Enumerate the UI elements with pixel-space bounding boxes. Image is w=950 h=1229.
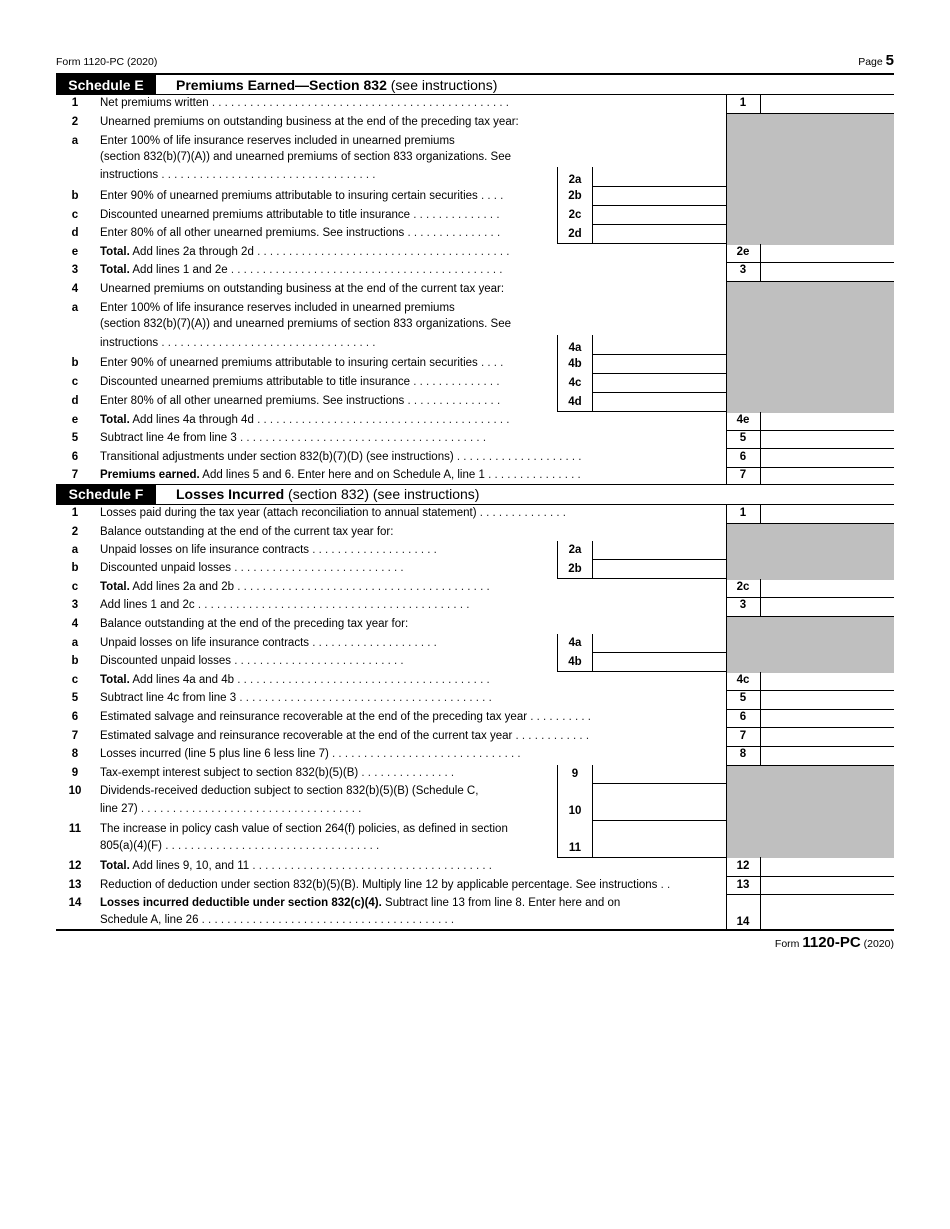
box-f12: 12 (736, 860, 750, 872)
line-label: instructions (100, 169, 159, 181)
line-label-bold: Total. (100, 246, 130, 258)
line-num: 9 (71, 767, 79, 779)
line-text: Discounted unearned premiums attributable to title insurance . . . . . . . . . . . . . . (100, 209, 500, 221)
schedule-e-label: Schedule E (56, 75, 156, 95)
line-label: Transitional adjustments under section 832(b)(7)(D) (see instructions) (100, 451, 454, 463)
box-f10: 10 (557, 784, 593, 821)
line-label-bold: Losses incurred deductible under section 832(c)(4). (100, 897, 382, 909)
line-text: line 27) . . . . . . . . . . . . . . . . . . . . . . . . . . . . . . . . . . . (100, 803, 362, 815)
schedule-e-title-rest: (see instructions) (386, 77, 498, 93)
field-e4b[interactable] (593, 355, 726, 374)
line-text: Losses incurred (line 5 plus line 6 less line 7) . . . . . . . . . . . . . . . . . . . . . . . . . . . . . . (100, 748, 521, 760)
form-id-footer (775, 934, 894, 951)
line-label-bold: Total. (100, 264, 130, 276)
line-num: 7 (71, 730, 79, 742)
line-num: e (71, 246, 79, 258)
line-num: b (71, 190, 79, 202)
footer-year: (2020) (860, 938, 894, 950)
line-num: 1 (71, 507, 79, 519)
line-label: instructions (100, 337, 159, 349)
box-e7: 7 (739, 469, 747, 481)
rule (56, 504, 894, 505)
box-f4a: 4a (557, 634, 593, 653)
line-label: Estimated salvage and reinsurance recoverable at the end of the current tax year (100, 730, 513, 742)
line-text: Losses paid during the tax year (attach reconciliation to annual statement) . . . . . . . . . . . . . . (100, 507, 567, 519)
line-label: Unearned premiums on outstanding business at the end of the preceding tax year: (100, 116, 519, 128)
line-label: Subtract line 4c from line 3 (100, 692, 237, 704)
line-text: Total. Add lines 4a and 4b . . . . . . . . . . . . . . . . . . . . . . . . . . . . . . . . . . . . . . . . (100, 674, 490, 686)
line-label: Subtract line 4e from line 3 (100, 432, 237, 444)
schedule-f-title (176, 484, 479, 504)
field-e2a[interactable] (593, 167, 726, 187)
line-text: Estimated salvage and reinsurance recoverable at the end of the preceding tax year . . . . . . . . . . (100, 711, 591, 723)
field-e4c[interactable] (593, 374, 726, 393)
line-num: b (71, 655, 79, 667)
line-label: Dividends-received deduction subject to section 832(b)(5)(B) (Schedule C, (100, 785, 479, 797)
line-num: 4 (71, 283, 79, 295)
line-text: Schedule A, line 26 . . . . . . . . . . . . . . . . . . . . . . . . . . . . . . . . . . . . . . . . (100, 914, 455, 926)
line-text: Add lines 1 and 2c . . . . . . . . . . . . . . . . . . . . . . . . . . . . . . . . . . . . . . . . . . . (100, 599, 470, 611)
line-label: Discounted unearned premiums attributable to title insurance (100, 209, 411, 221)
box-e2b: 2b (557, 187, 593, 206)
line-label: Enter 100% of life insurance reserves included in unearned premiums (100, 135, 455, 147)
field-e2b[interactable] (593, 187, 726, 206)
shaded-area (726, 616, 894, 673)
line-text: Discounted unpaid losses . . . . . . . . . . . . . . . . . . . . . . . . . . . (100, 655, 404, 667)
line-label: Enter 90% of unearned premiums attributable to insuring certain securities (100, 357, 478, 369)
line-label: (section 832(b)(7)(A)) and unearned premiums of section 833 organizations. See (100, 318, 512, 330)
box-f2a: 2a (557, 541, 593, 560)
field-f10[interactable] (593, 784, 726, 821)
line-text: Discounted unpaid losses . . . . . . . . . . . . . . . . . . . . . . . . . . . (100, 562, 404, 574)
line-label: The increase in policy cash value of section 264(f) policies, as defined in section (100, 823, 508, 835)
line-label: Tax-exempt interest subject to section 832(b)(5)(B) (100, 767, 359, 779)
box-e4a: 4a (557, 335, 593, 355)
schedule-e-title-bold: Premiums Earned—Section 832 (176, 77, 387, 93)
line-text: Enter 90% of unearned premiums attributable to insuring certain securities . . . . (100, 190, 504, 202)
box-f9: 9 (557, 765, 593, 784)
line-text: Total. Add lines 2a through 2d . . . . . . . . . . . . . . . . . . . . . . . . . . . . . . . . . . . . . . . . (100, 246, 510, 258)
line-num: 5 (71, 692, 79, 704)
schedule-f-title-bold: Losses Incurred (176, 486, 285, 502)
box-f1: 1 (739, 507, 747, 519)
line-num: 6 (71, 451, 79, 463)
line-text: instructions . . . . . . . . . . . . . . . . . . . . . . . . . . . . . . . . . . (100, 169, 376, 181)
line-label: Losses paid during the tax year (attach reconciliation to annual statement) (100, 507, 477, 519)
line-label: Balance outstanding at the end of the preceding tax year for: (100, 618, 409, 630)
box-e4e: 4e (736, 414, 750, 426)
line-label: Estimated salvage and reinsurance recoverable at the end of the preceding tax year (100, 711, 528, 723)
line-label: Enter 80% of all other unearned premiums. See instructions (100, 395, 405, 407)
schedule-f-title-rest: (section 832) (see instructions) (284, 486, 480, 502)
line-text: instructions . . . . . . . . . . . . . . . . . . . . . . . . . . . . . . . . . . (100, 337, 376, 349)
line-label: Enter 90% of unearned premiums attributable to insuring certain securities (100, 190, 478, 202)
line-text: Discounted unearned premiums attributable to title insurance . . . . . . . . . . . . . . (100, 376, 500, 388)
line-label-bold: Total. (100, 414, 130, 426)
line-label-bold: Total. (100, 860, 130, 872)
line-label: Add lines 9, 10, and 11 (129, 860, 250, 872)
line-num: 5 (71, 432, 79, 444)
line-label: Enter 80% of all other unearned premiums. See instructions (100, 227, 405, 239)
line-label: Losses incurred (line 5 plus line 6 less line 7) (100, 748, 329, 760)
box-f7: 7 (739, 730, 747, 742)
line-text (100, 897, 620, 909)
line-num: 8 (71, 748, 79, 760)
line-label: Unpaid losses on life insurance contracts (100, 637, 310, 649)
box-f13: 13 (736, 879, 750, 891)
line-label: Add lines 1 and 2c (100, 599, 195, 611)
line-num: 13 (68, 879, 82, 891)
box-e5: 5 (739, 432, 747, 444)
rule (56, 94, 894, 95)
box-e2a: 2a (557, 167, 593, 187)
field-f2b[interactable] (593, 560, 726, 579)
field-e2c[interactable] (593, 206, 726, 225)
box-f5: 5 (739, 692, 747, 704)
line-num: d (71, 227, 79, 239)
box-f6: 6 (739, 711, 747, 723)
box-e4d: 4d (557, 393, 593, 412)
line-label: Discounted unearned premiums attributable to title insurance (100, 376, 411, 388)
line-num: 3 (71, 264, 79, 276)
line-num: 3 (71, 599, 79, 611)
schedule-f-header (56, 484, 894, 504)
line-text: Tax-exempt interest subject to section 832(b)(5)(B) . . . . . . . . . . . . . . . (100, 767, 455, 779)
shaded-area (726, 113, 894, 245)
line-num: d (71, 395, 79, 407)
box-e1: 1 (739, 97, 747, 109)
line-num: c (71, 209, 79, 221)
bottom-rule (56, 929, 894, 931)
line-label: Add lines 2a and 2b (129, 581, 235, 593)
box-e3: 3 (739, 264, 747, 276)
line-text: Enter 80% of all other unearned premiums. See instructions . . . . . . . . . . . . . . . (100, 395, 501, 407)
line-label: (section 832(b)(7)(A)) and unearned premiums of section 833 organizations. See (100, 151, 512, 163)
line-num: b (71, 357, 79, 369)
field-f9[interactable] (593, 765, 726, 784)
line-label: Add lines 4a through 4d (129, 414, 254, 426)
page-number (858, 52, 894, 69)
line-label: Reduction of deduction under section 832(b)(5)(B). Multiply line 12 by applicable percentage. See instructions (100, 879, 658, 891)
line-num: 4 (71, 618, 79, 630)
box-f4b: 4b (557, 653, 593, 672)
line-label: Enter 100% of life insurance reserves included in unearned premiums (100, 302, 455, 314)
line-text: Total. Add lines 1 and 2e . . . . . . . . . . . . . . . . . . . . . . . . . . . . . . . . . . . . . . . . . . . (100, 264, 503, 276)
line-label-bold: Total. (100, 674, 130, 686)
box-e4c: 4c (557, 374, 593, 393)
line-num: 1 (71, 97, 79, 109)
line-label: Add lines 1 and 2e (129, 264, 228, 276)
line-label: Unpaid losses on life insurance contracts (100, 544, 310, 556)
line-label: Add lines 2a through 2d (129, 246, 254, 258)
line-label: Add lines 4a and 4b (129, 674, 235, 686)
line-label: 805(a)(4)(F) (100, 840, 162, 852)
line-e1 (56, 97, 894, 113)
line-num: a (71, 135, 79, 147)
box-f11: 11 (557, 821, 593, 858)
line-num: 6 (71, 711, 79, 723)
line-num: 14 (68, 897, 82, 909)
line-num: c (71, 581, 79, 593)
line-num: c (71, 674, 79, 686)
shaded-area (726, 765, 894, 858)
line-text: Total. Add lines 2a and 2b . . . . . . . . . . . . . . . . . . . . . . . . . . . . . . . . . . . . . . . . (100, 581, 490, 593)
line-label: Discounted unpaid losses (100, 562, 232, 574)
line-label: Unearned premiums on outstanding business at the end of the current tax year: (100, 283, 505, 295)
line-text: Enter 80% of all other unearned premiums. See instructions . . . . . . . . . . . . . . . (100, 227, 501, 239)
schedule-e-header (56, 75, 894, 95)
line-label: Discounted unpaid losses (100, 655, 232, 667)
line-num: e (71, 414, 79, 426)
box-e2d: 2d (557, 225, 593, 244)
box-e2e: 2e (736, 246, 750, 258)
line-num: a (71, 302, 79, 314)
line-text: Reduction of deduction under section 832(b)(5)(B). Multiply line 12 by applicable percentage. See instructions . . (100, 879, 671, 891)
box-e4b: 4b (557, 355, 593, 374)
line-text: Subtract line 4c from line 3 . . . . . . . . . . . . . . . . . . . . . . . . . . . . . . . . . . . . . . . . (100, 692, 492, 704)
box-f2c: 2c (736, 581, 750, 593)
line-label: Net premiums written (100, 97, 209, 109)
line-label-bold: Premiums earned. (100, 469, 200, 481)
schedule-f-label: Schedule F (56, 484, 156, 504)
line-text: 805(a)(4)(F) . . . . . . . . . . . . . . . . . . . . . . . . . . . . . . . . . . (100, 840, 380, 852)
footer-form-word: Form (774, 938, 800, 950)
box-f2b: 2b (557, 560, 593, 579)
box-f14: 14 (736, 916, 750, 928)
line-text: Enter 90% of unearned premiums attributable to insuring certain securities . . . . (100, 357, 504, 369)
line-num: 12 (68, 860, 82, 872)
box-f3: 3 (739, 599, 747, 611)
page-word: Page (858, 56, 883, 68)
box-e2c: 2c (557, 206, 593, 225)
line-text: Transitional adjustments under section 832(b)(7)(D) (see instructions) . . . . . . . . . . . . . . . . . . . . (100, 451, 582, 463)
line-label: Balance outstanding at the end of the current tax year for: (100, 526, 394, 538)
line-text: Premiums earned. Add lines 5 and 6. Enter here and on Schedule A, line 1 . . . . . . . . . . . . . . . (100, 469, 581, 481)
field-f4a[interactable] (593, 634, 726, 653)
line-num: b (71, 562, 79, 574)
shaded-area (726, 523, 894, 580)
field-f11[interactable] (593, 821, 726, 858)
line-label: Add lines 5 and 6. Enter here and on Schedule A, line 1 (199, 469, 485, 481)
line-label-bold: Total. (100, 581, 130, 593)
footer-form-num: 1120-PC (802, 934, 861, 951)
line-label: Subtract line 13 from line 8. Enter here and on (381, 897, 621, 909)
line-text: Unpaid losses on life insurance contracts . . . . . . . . . . . . . . . . . . . . (100, 544, 437, 556)
line-num: 10 (68, 785, 82, 797)
line-text: Subtract line 4e from line 3 . . . . . . . . . . . . . . . . . . . . . . . . . . . . . . . . . . . . . . . (100, 432, 487, 444)
line-num: 2 (71, 116, 79, 128)
field-f4b[interactable] (593, 653, 726, 672)
line-label: line 27) (100, 803, 138, 815)
field-e4d[interactable] (593, 393, 726, 412)
line-text: Unpaid losses on life insurance contracts . . . . . . . . . . . . . . . . . . . . (100, 637, 437, 649)
line-num: c (71, 376, 79, 388)
line-num: 7 (71, 469, 79, 481)
line-text: Total. Add lines 4a through 4d . . . . . . . . . . . . . . . . . . . . . . . . . . . . . . . . . . . . . . . . (100, 414, 510, 426)
line-num: a (71, 544, 79, 556)
line-label: Schedule A, line 26 (100, 914, 199, 926)
page-num: 5 (885, 52, 894, 69)
line-num: 2 (71, 526, 79, 538)
line-num: a (71, 637, 79, 649)
box-e6: 6 (739, 451, 747, 463)
form-id-header: Form 1120-PC (2020) (56, 56, 158, 68)
box-f4c: 4c (736, 674, 750, 686)
line-text: Estimated salvage and reinsurance recoverable at the end of the current tax year . . . . . . . . . . . . (100, 730, 590, 742)
field-f2a[interactable] (593, 541, 726, 560)
field-e2d[interactable] (593, 225, 726, 244)
line-text: Total. Add lines 9, 10, and 11 . . . . . . . . . . . . . . . . . . . . . . . . . . . . . . . . . . . . . . (100, 860, 493, 872)
line-num: 11 (68, 823, 82, 835)
schedule-e-title (176, 75, 497, 95)
line-text: Net premiums written . . . . . . . . . . . . . . . . . . . . . . . . . . . . . . . . . . . . . . . . . . . . . . . (100, 97, 509, 109)
field-e4a[interactable] (593, 335, 726, 355)
box-f8: 8 (739, 748, 747, 760)
shaded-area (726, 281, 894, 413)
